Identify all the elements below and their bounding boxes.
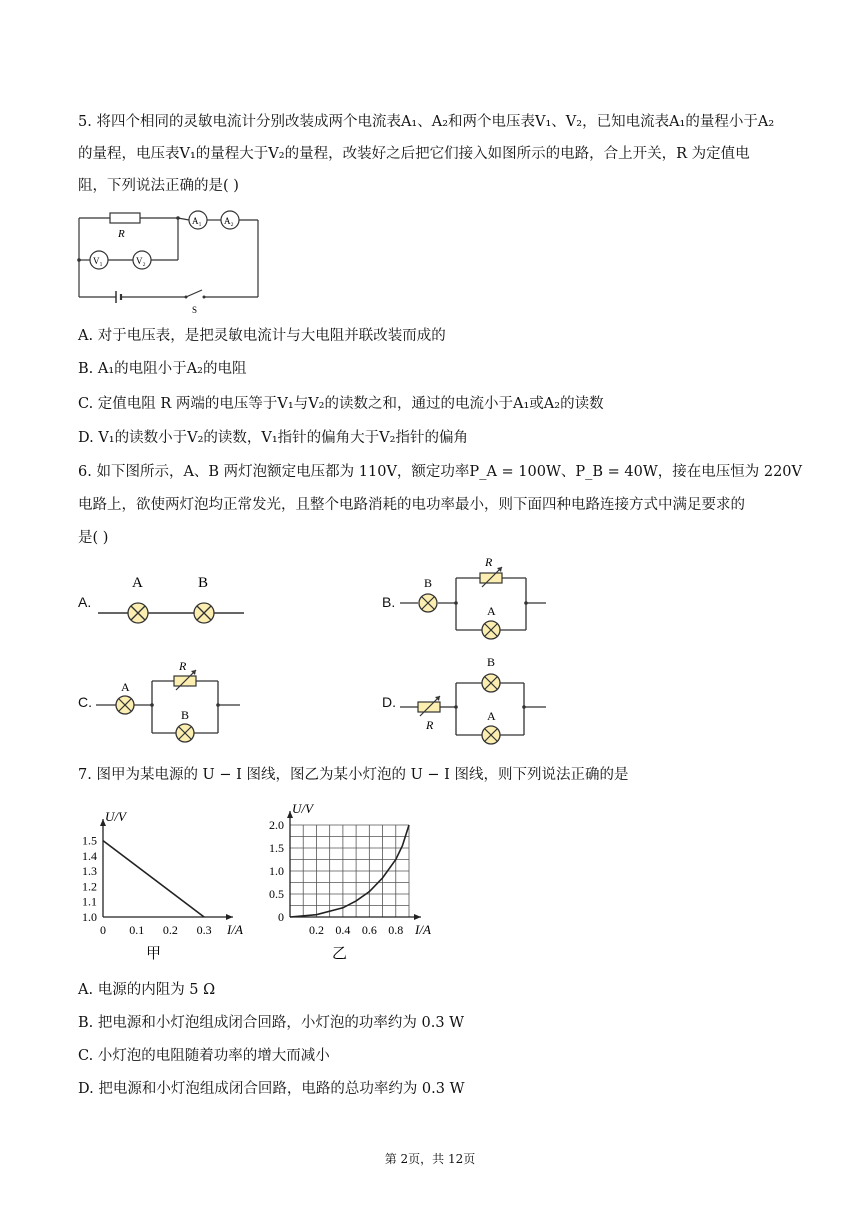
x-axis-arrow-icon (226, 914, 233, 920)
y-tick-label: 1.2 (82, 879, 97, 894)
y-tick-label: 1.5 (269, 841, 284, 855)
y-axis-label: U/V (105, 809, 126, 824)
y-tick-label: 1.0 (269, 864, 284, 878)
x-axis-label: I/A (227, 922, 243, 937)
lamp-a-icon (482, 621, 500, 639)
y-axis-label: U/V (292, 801, 313, 816)
series-line (103, 841, 204, 917)
q6-circuit-d (398, 652, 550, 746)
y-tick-label: 1.0 (82, 910, 97, 924)
lamp-b-icon (482, 674, 500, 692)
x-axis-label: I/A (415, 922, 431, 937)
q7-chart-jia (76, 798, 246, 963)
y-tick-label: 0.5 (269, 887, 284, 901)
q7-option-b: B. 把电源和小灯泡组成闭合回路，小灯泡的功率约为 0.3 W (78, 1015, 465, 1031)
y-tick-label: 1.5 (82, 833, 97, 848)
chart-caption: 甲 (146, 946, 162, 962)
rheostat-icon (418, 696, 440, 716)
y-tick-label: 1.1 (82, 894, 97, 909)
svg-text:A: A (121, 680, 130, 694)
x-tick-label: 0.6 (361, 923, 377, 937)
q5-stem-line2: 的量程，电压表V₁的量程大于V₂的量程，改装好之后把它们接入如图所示的电路，合上开关，R 为定值电 (78, 146, 750, 162)
q6-circuit-b-label: B. (382, 594, 396, 610)
x-tick-label: 0.1 (129, 923, 145, 937)
svg-text:B: B (424, 576, 433, 590)
q6-circuit-c (94, 654, 246, 744)
svg-text:B: B (181, 708, 190, 722)
v1-label: V₁ (93, 256, 103, 266)
switch-s (186, 290, 202, 297)
y-tick-label: 1.3 (82, 864, 97, 879)
svg-text:B: B (487, 655, 496, 669)
q6-circuit-a-label: A. (78, 594, 92, 610)
q6-stem-line1: 6. 如下图所示，A、B 两灯泡额定电压都为 110V，额定功率P_A = 100W、P_B = 40W，接在电压恒为 220V (78, 464, 802, 480)
q7-chart-yi (254, 798, 434, 963)
q5-option-c: C. 定值电阻 R 两端的电压等于V₁与V₂的读数之和，通过的电流小于A₁或A₂的读数 (78, 396, 604, 412)
svg-text:R: R (485, 555, 493, 569)
q5-circuit-diagram (70, 204, 270, 316)
lamp-b-icon (176, 724, 194, 742)
q7-option-c: C. 小灯泡的电阻随着功率的增大而减小 (78, 1048, 330, 1064)
q5-stem-line3: 阻，下列说法正确的是( ) (78, 178, 239, 194)
rheostat-icon (480, 567, 502, 587)
svg-text:R: R (179, 659, 187, 673)
svg-text:R: R (426, 718, 434, 732)
lamp-b-icon (419, 594, 437, 612)
svg-text:A: A (487, 604, 496, 618)
q7-option-a: A. 电源的内阻为 5 Ω (78, 982, 216, 998)
rheostat-icon (174, 670, 196, 690)
svg-text:A: A (132, 575, 143, 591)
q6-circuit-c-label: C. (78, 694, 92, 710)
q6-circuit-b (398, 552, 550, 642)
a1-label: A₁ (192, 216, 202, 226)
x-tick-label: 0.8 (388, 923, 404, 937)
x-tick-label: 0.3 (196, 923, 212, 937)
q6-stem-line3: 是( ) (78, 530, 109, 546)
q6-stem-line2: 电路上，欲使两灯泡均正常发光，且整个电路消耗的电功率最小，则下面四种电路连接方式中满足要求的 (78, 497, 745, 513)
svg-text:B: B (198, 575, 209, 591)
page-footer: 第 2页，共 12页 (384, 1152, 476, 1166)
q5-stem-line1: 5. 将四个相同的灵敏电流计分别改装成两个电流表A₁、A₂和两个电压表V₁、V₂，已知电流表A₁的量程小于A₂ (78, 114, 775, 130)
r-label: R (118, 228, 125, 240)
lamp-b-icon (194, 603, 214, 623)
a2-label: A₂ (224, 216, 234, 226)
x-tick-label: 0.4 (335, 923, 351, 937)
v2-label: V₂ (136, 256, 146, 266)
x-tick-label: 0 (100, 923, 106, 937)
q7-option-d: D. 把电源和小灯泡组成闭合回路，电路的总功率约为 0.3 W (78, 1081, 465, 1097)
lamp-a-icon (116, 696, 134, 714)
resistor-r (110, 213, 140, 223)
y-tick-label: 1.4 (82, 848, 97, 863)
q5-option-a: A. 对于电压表，是把灵敏电流计与大电阻并联改装而成的 (78, 328, 446, 344)
lamp-a-icon (482, 726, 500, 744)
x-axis-arrow-icon (414, 914, 421, 920)
q5-option-d: D. V₁的读数小于V₂的读数，V₁指针的偏角大于V₂指针的偏角 (78, 430, 468, 446)
q7-stem: 7. 图甲为某电源的 U − I 图线，图乙为某小灯泡的 U − I 图线，则下列说法正确的是 (78, 767, 629, 783)
s-label: S (192, 305, 198, 315)
svg-text:A: A (487, 709, 496, 723)
y-tick-label: 0 (278, 910, 284, 924)
lamp-a-icon (128, 603, 148, 623)
chart-caption: 乙 (332, 946, 348, 962)
q5-option-b: B. A₁的电阻小于A₂的电阻 (78, 361, 247, 377)
q6-circuit-d-label: D. (382, 694, 396, 710)
x-tick-label: 0.2 (162, 923, 178, 937)
q6-circuit-a (96, 570, 251, 630)
y-tick-label: 2.0 (269, 818, 284, 832)
x-tick-label: 0.2 (308, 923, 324, 937)
